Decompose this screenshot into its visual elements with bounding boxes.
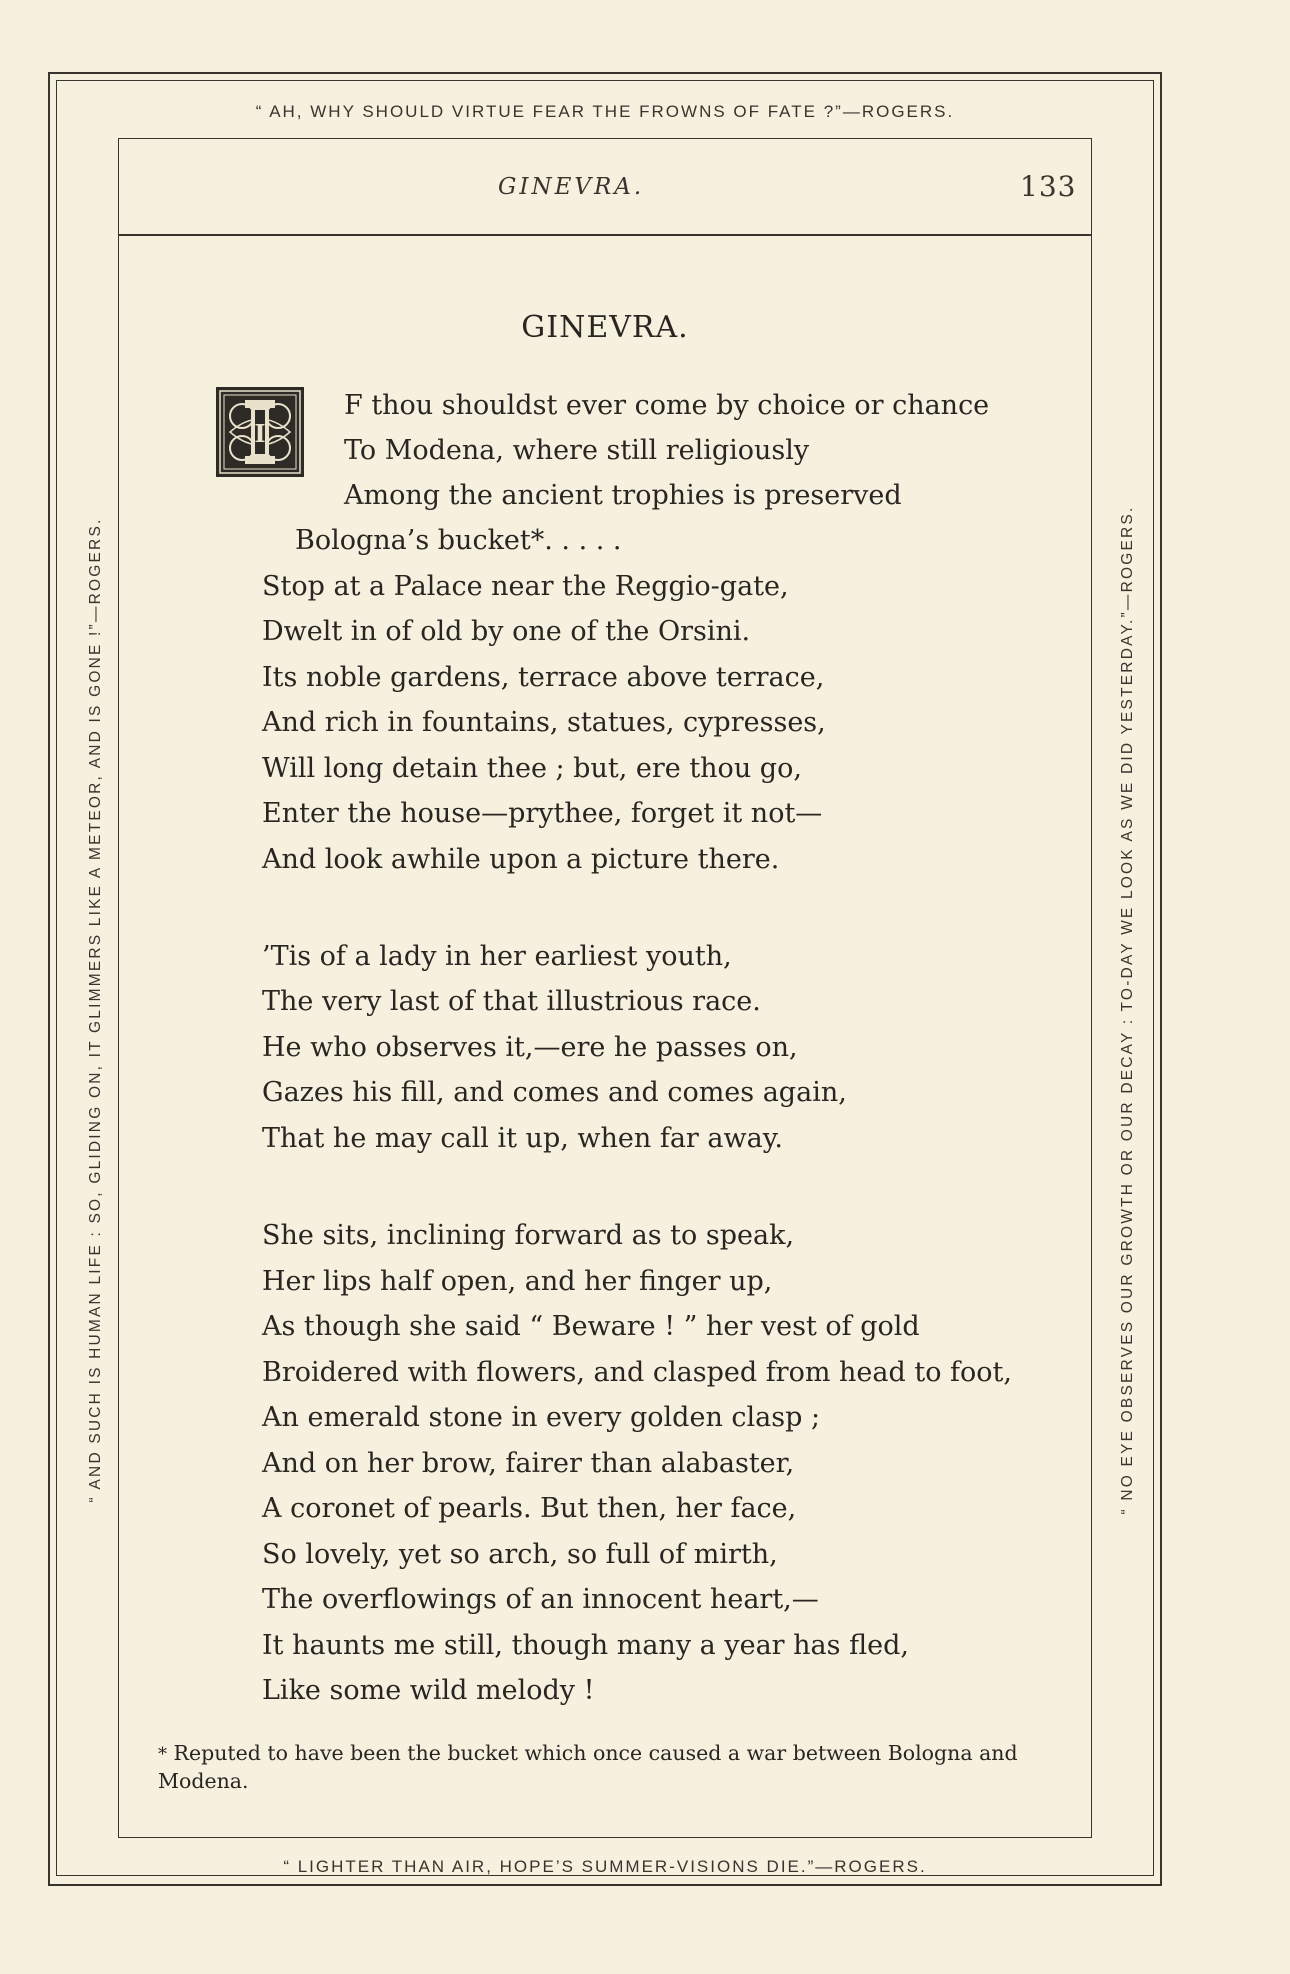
poem-line: It haunts me still, though many a year has fled,	[262, 1630, 909, 1661]
footnote	[158, 1740, 1058, 1795]
poem-line: She sits, inclining forward as to speak,	[262, 1220, 795, 1251]
poem-line: ’Tis of a lady in her earliest youth,	[262, 941, 732, 972]
top-motto: “ AH, WHY SHOULD VIRTUE FEAR THE FROWNS OF FATE ?”—ROGERS.	[255, 102, 955, 121]
poem-line: Will long detain thee ; but, ere thou go,	[262, 753, 802, 784]
poem-title: GINEVRA.	[521, 310, 689, 345]
bottom-motto: “ LIGHTER THAN AIR, HOPE’S SUMMER-VISIONS DIE.”—ROGERS.	[283, 1857, 927, 1876]
header-rule	[118, 234, 1092, 236]
poem-line: That he may call it up, when far away.	[262, 1123, 783, 1154]
poem-line: Her lips half open, and her finger up,	[262, 1266, 773, 1297]
poem-line: Enter the house—prythee, forget it not—	[262, 798, 823, 829]
poem-line: Its noble gardens, terrace above terrace,	[262, 662, 825, 693]
poem-line: To Modena, where still religiously	[344, 435, 810, 466]
poem-line: And rich in fountains, statues, cypresses,	[262, 707, 826, 738]
footnote-text: Reputed to have been the bucket which once caused a war between Bologna and Modena.	[158, 1741, 1018, 1793]
poem-line: And look awhile upon a picture there.	[262, 844, 780, 875]
footnote-mark: *	[158, 1744, 167, 1765]
page-number: 133	[1020, 170, 1077, 203]
poem-line: The overflowings of an innocent heart,—	[262, 1584, 819, 1615]
poem-line: Dwelt in of old by one of the Orsini.	[262, 616, 751, 647]
svg-text:I: I	[254, 419, 266, 448]
poem-line: He who observes it,—ere he passes on,	[262, 1032, 798, 1063]
poem-line: Among the ancient trophies is preserved	[344, 480, 902, 511]
poem-line: And on her brow, fairer than alabaster,	[262, 1448, 795, 1479]
running-head: GINEVRA.	[498, 174, 645, 200]
poem-line: F thou shouldst ever come by choice or chance	[344, 390, 990, 421]
left-motto: “ AND SUCH IS HUMAN LIFE : SO, GLIDING ON, IT GLIMMERS LIKE A METEOR, AND IS GONE !”—ROGERS.	[87, 517, 104, 1503]
poem-line: Like some wild melody !	[262, 1675, 595, 1706]
poem-line: Broidered with flowers, and clasped from head to foot,	[262, 1357, 1012, 1388]
poem-line: The very last of that illustrious race.	[262, 986, 761, 1017]
poem-line: A coronet of pearls. But then, her face,	[262, 1493, 797, 1524]
poem-line: As though she said “ Beware ! ” her vest of gold	[262, 1311, 920, 1342]
poem-line: Gazes his fill, and comes and comes again,	[262, 1077, 847, 1108]
right-motto: “ NO EYE OBSERVES OUR GROWTH OR OUR DECAY : TO-DAY WE LOOK AS WE DID YESTERDAY.”—ROGERS.	[1119, 505, 1136, 1515]
poem-line: Bologna’s bucket*. . . . .	[295, 525, 622, 556]
drop-cap-ornament-icon	[215, 386, 305, 478]
poem-line: Stop at a Palace near the Reggio-gate,	[262, 571, 789, 602]
poem-line: An emerald stone in every golden clasp ;	[262, 1402, 821, 1433]
poem-line: So lovely, yet so arch, so full of mirth,	[262, 1539, 778, 1570]
